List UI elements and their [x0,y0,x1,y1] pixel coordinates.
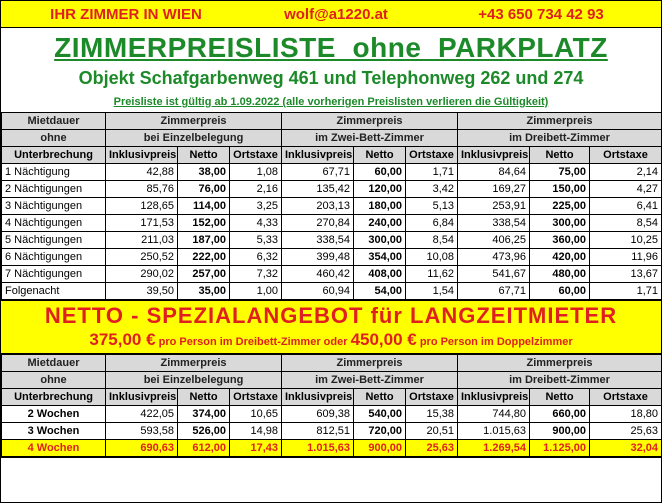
netto-cell: 257,00 [178,266,230,283]
ortstaxe-cell: 6,41 [590,198,662,215]
netto-cell: 180,00 [354,198,406,215]
inklusiv-cell: 128,65 [106,198,178,215]
ortstaxe-cell: 3,25 [230,198,282,215]
netto-cell: 222,00 [178,249,230,266]
netto-cell: 900,00 [530,423,590,440]
special-offer-banner [1,300,661,354]
inklusiv-cell: 135,42 [282,181,354,198]
netto-cell: 114,00 [178,198,230,215]
header-ortstaxe: Ortstaxe [406,389,458,406]
netto-cell: 187,00 [178,232,230,249]
longterm-rows [2,406,662,457]
ortstaxe-cell: 14,98 [230,423,282,440]
table-row [2,232,662,249]
ortstaxe-cell: 1,00 [230,283,282,300]
header-ortstaxe: Ortstaxe [590,147,662,164]
lt-header-row-2 [2,372,662,389]
inklusiv-cell: 84,64 [458,164,530,181]
ortstaxe-cell: 13,67 [590,266,662,283]
inklusiv-cell: 203,13 [282,198,354,215]
validity-note: Preisliste ist gültig ab 1.09.2022 (alle vorherigen Preislisten verlieren die Gültigkeit) [113,96,549,108]
netto-cell: 300,00 [530,215,590,232]
netto-cell: 408,00 [354,266,406,283]
row-label: 2 Nächtigungen [2,181,106,198]
header-inklusiv: Inklusivpreis [458,389,530,406]
ortstaxe-cell: 10,08 [406,249,458,266]
table-row [2,198,662,215]
netto-cell: 540,00 [354,406,406,423]
inklusiv-cell: 460,42 [282,266,354,283]
header-group-einzel-sub: bei Einzelbelegung [106,130,282,147]
table-row [2,423,662,440]
lt-header-row-1 [2,355,662,372]
header-mietdauer: Mietdauer [2,355,106,372]
netto-cell: 152,00 [178,215,230,232]
price-table [1,112,662,300]
header-group-dreibett-sub: im Dreibett-Zimmer [458,372,662,389]
ortstaxe-cell: 10,25 [590,232,662,249]
ortstaxe-cell: 25,63 [590,423,662,440]
inklusiv-cell: 690,63 [106,440,178,457]
netto-cell: 1.125,00 [530,440,590,457]
table-row [2,181,662,198]
table-header-row-2 [2,130,662,147]
inklusiv-cell: 541,67 [458,266,530,283]
header-group-zweibett-sub: im Zwei-Bett-Zimmer [282,372,458,389]
inklusiv-cell: 609,38 [282,406,354,423]
netto-cell: 240,00 [354,215,406,232]
netto-cell: 35,00 [178,283,230,300]
phone-number[interactable]: +43 650 734 42 93 [478,5,604,23]
inklusiv-cell: 744,80 [458,406,530,423]
row-label: 5 Nächtigungen [2,232,106,249]
netto-cell: 660,00 [530,406,590,423]
netto-cell: 420,00 [530,249,590,266]
ortstaxe-cell: 11,96 [590,249,662,266]
header-netto: Netto [530,389,590,406]
ortstaxe-cell: 8,54 [590,215,662,232]
header-unterbrechung: Unterbrechung [2,389,106,406]
ortstaxe-cell: 4,27 [590,181,662,198]
row-label: 7 Nächtigungen [2,266,106,283]
header-group-dreibett-sub: im Dreibett-Zimmer [458,130,662,147]
row-label: 1 Nächtigung [2,164,106,181]
ortstaxe-cell: 11,62 [406,266,458,283]
netto-cell: 526,00 [178,423,230,440]
netto-cell: 300,00 [354,232,406,249]
header-netto: Netto [354,147,406,164]
ortstaxe-cell: 2,16 [230,181,282,198]
header-inklusiv: Inklusivpreis [458,147,530,164]
ortstaxe-cell: 1,08 [230,164,282,181]
ortstaxe-cell: 20,51 [406,423,458,440]
header-group-dreibett: Zimmerpreis [458,113,662,130]
header-netto: Netto [530,147,590,164]
row-label: 4 Wochen [2,440,106,457]
ortstaxe-cell: 1,54 [406,283,458,300]
header-netto: Netto [178,389,230,406]
header-group-dreibett: Zimmerpreis [458,355,662,372]
inklusiv-cell: 42,88 [106,164,178,181]
bottom-strip [1,457,661,472]
nightly-rows [2,164,662,300]
inklusiv-cell: 250,52 [106,249,178,266]
header-unterbrechung: Unterbrechung [2,147,106,164]
business-name: IHR ZIMMER IN WIEN [50,5,202,23]
inklusiv-cell: 67,71 [458,283,530,300]
netto-cell: 900,00 [354,440,406,457]
header-group-einzel: Zimmerpreis [106,113,282,130]
inklusiv-cell: 422,05 [106,406,178,423]
netto-cell: 120,00 [354,181,406,198]
netto-cell: 150,00 [530,181,590,198]
ortstaxe-cell: 6,84 [406,215,458,232]
header-inklusiv: Inklusivpreis [106,389,178,406]
header-inklusiv: Inklusivpreis [282,389,354,406]
inklusiv-cell: 171,53 [106,215,178,232]
special-offer-line [1,330,661,350]
property-subtitle: Objekt Schafgarbenweg 461 und Telephonweg 262 und 274 [78,68,584,88]
ortstaxe-cell: 5,33 [230,232,282,249]
longterm-table [1,354,662,457]
netto-cell: 76,00 [178,181,230,198]
lt-header-row-3 [2,389,662,406]
inklusiv-cell: 1.269,54 [458,440,530,457]
table-row [2,215,662,232]
netto-cell: 354,00 [354,249,406,266]
netto-cell: 374,00 [178,406,230,423]
ortstaxe-cell: 6,32 [230,249,282,266]
header-group-zweibett-sub: im Zwei-Bett-Zimmer [282,130,458,147]
contact-bar [1,1,661,28]
netto-cell: 225,00 [530,198,590,215]
row-label: 3 Wochen [2,423,106,440]
inklusiv-cell: 290,02 [106,266,178,283]
inklusiv-cell: 812,51 [282,423,354,440]
special-text-double: pro Person im Doppelzimmer [419,336,573,348]
inklusiv-cell: 39,50 [106,283,178,300]
inklusiv-cell: 1.015,63 [458,423,530,440]
row-label: 4 Nächtigungen [2,215,106,232]
special-text-triple: pro Person im Dreibett-Zimmer oder [158,336,348,348]
table-row [2,440,662,457]
row-label: 2 Wochen [2,406,106,423]
inklusiv-cell: 169,27 [458,181,530,198]
ortstaxe-cell: 8,54 [406,232,458,249]
netto-cell: 480,00 [530,266,590,283]
header-inklusiv: Inklusivpreis [106,147,178,164]
netto-cell: 60,00 [530,283,590,300]
netto-cell: 38,00 [178,164,230,181]
inklusiv-cell: 211,03 [106,232,178,249]
ortstaxe-cell: 17,43 [230,440,282,457]
inklusiv-cell: 270,84 [282,215,354,232]
table-row [2,283,662,300]
row-label: Folgenacht [2,283,106,300]
header-ortstaxe: Ortstaxe [406,147,458,164]
header-ohne: ohne [2,130,106,147]
header-ortstaxe: Ortstaxe [590,389,662,406]
email-link[interactable]: wolf@a1220.at [284,5,388,23]
inklusiv-cell: 1.015,63 [282,440,354,457]
special-offer-title: NETTO - SPEZIALANGEBOT für LANGZEITMIETER [44,303,618,328]
inklusiv-cell: 85,76 [106,181,178,198]
inklusiv-cell: 253,91 [458,198,530,215]
netto-cell: 54,00 [354,283,406,300]
ortstaxe-cell: 1,71 [590,283,662,300]
inklusiv-cell: 67,71 [282,164,354,181]
inklusiv-cell: 399,48 [282,249,354,266]
header-group-zweibett: Zimmerpreis [282,355,458,372]
netto-cell: 612,00 [178,440,230,457]
ortstaxe-cell: 1,71 [406,164,458,181]
inklusiv-cell: 473,96 [458,249,530,266]
header-group-einzel: Zimmerpreis [106,355,282,372]
table-header-row-1 [2,113,662,130]
ortstaxe-cell: 3,42 [406,181,458,198]
row-label: 6 Nächtigungen [2,249,106,266]
ortstaxe-cell: 25,63 [406,440,458,457]
header-group-einzel-sub: bei Einzelbelegung [106,372,282,389]
inklusiv-cell: 338,54 [458,215,530,232]
inklusiv-cell: 593,58 [106,423,178,440]
page-title: ZIMMERPREISLISTE ohne PARKPLATZ [54,32,608,63]
table-row [2,249,662,266]
table-row [2,266,662,283]
header-ortstaxe: Ortstaxe [230,389,282,406]
header-ortstaxe: Ortstaxe [230,147,282,164]
ortstaxe-cell: 2,14 [590,164,662,181]
netto-cell: 75,00 [530,164,590,181]
header-inklusiv: Inklusivpreis [282,147,354,164]
ortstaxe-cell: 5,13 [406,198,458,215]
ortstaxe-cell: 4,33 [230,215,282,232]
ortstaxe-cell: 10,65 [230,406,282,423]
table-header-row-3 [2,147,662,164]
netto-cell: 360,00 [530,232,590,249]
header-netto: Netto [354,389,406,406]
table-row [2,406,662,423]
ortstaxe-cell: 32,04 [590,440,662,457]
ortstaxe-cell: 7,32 [230,266,282,283]
header-group-zweibett: Zimmerpreis [282,113,458,130]
inklusiv-cell: 60,94 [282,283,354,300]
row-label: 3 Nächtigungen [2,198,106,215]
special-price-double: 450,00 € [350,330,417,349]
header-netto: Netto [178,147,230,164]
special-price-triple: 375,00 € [89,330,156,349]
netto-cell: 60,00 [354,164,406,181]
header-mietdauer: Mietdauer [2,113,106,130]
netto-cell: 720,00 [354,423,406,440]
inklusiv-cell: 338,54 [282,232,354,249]
ortstaxe-cell: 15,38 [406,406,458,423]
table-row [2,164,662,181]
header-ohne: ohne [2,372,106,389]
ortstaxe-cell: 18,80 [590,406,662,423]
inklusiv-cell: 406,25 [458,232,530,249]
